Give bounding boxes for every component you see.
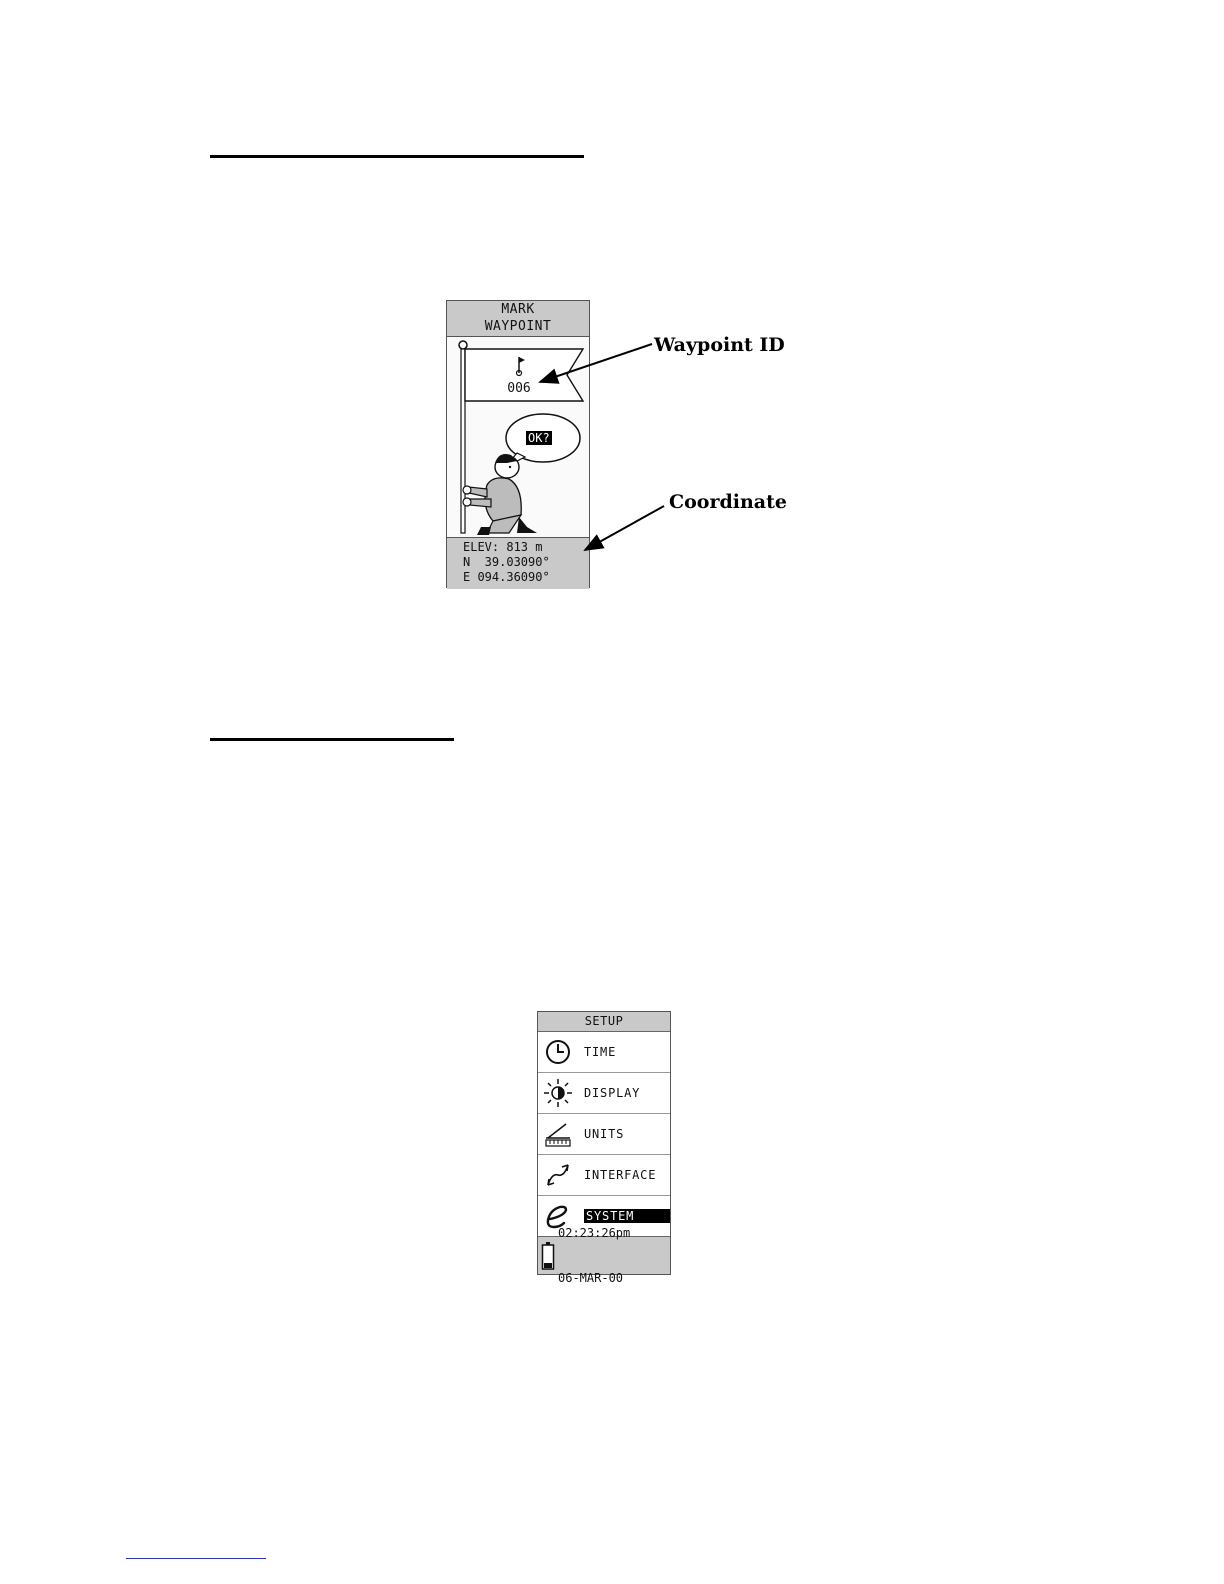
setup-item-label: DISPLAY bbox=[584, 1086, 641, 1100]
header-line-2: WAYPOINT bbox=[484, 319, 552, 334]
setup-header: SETUP bbox=[538, 1012, 670, 1032]
clock-time: 02:23:26pm bbox=[558, 1225, 631, 1240]
longitude-readout: E 094.36090° bbox=[463, 570, 550, 584]
man-figure bbox=[463, 454, 537, 535]
interface-arrows-icon bbox=[542, 1159, 574, 1191]
mark-waypoint-screen bbox=[446, 300, 590, 588]
flag-man-illustration bbox=[447, 337, 591, 537]
clock-icon bbox=[542, 1036, 574, 1068]
setup-item-label: INTERFACE bbox=[584, 1168, 657, 1182]
setup-item-time[interactable] bbox=[538, 1032, 670, 1073]
sun-icon bbox=[542, 1077, 574, 1109]
setup-item-display[interactable] bbox=[538, 1073, 670, 1114]
section-underline-1 bbox=[210, 155, 584, 158]
coordinate-panel bbox=[447, 537, 589, 589]
ok-confirm-button[interactable]: OK? bbox=[528, 431, 550, 445]
elevation-readout: ELEV: 813 m bbox=[463, 540, 543, 554]
header-line-1: MARK bbox=[501, 302, 535, 317]
setup-item-label: TIME bbox=[584, 1045, 617, 1059]
battery-icon bbox=[541, 1241, 555, 1271]
latitude-readout: N 39.03090° bbox=[463, 555, 550, 569]
coordinate-callout: Coordinate bbox=[669, 491, 787, 513]
waypoint-id-callout: Waypoint ID bbox=[654, 334, 785, 356]
setup-screen bbox=[537, 1011, 671, 1285]
clock-date: 06-MAR-00 bbox=[558, 1270, 624, 1285]
mark-waypoint-header bbox=[447, 301, 589, 337]
ruler-icon bbox=[542, 1118, 574, 1150]
footnote-rule bbox=[126, 1558, 266, 1559]
coordinate-arrow bbox=[585, 506, 664, 550]
section-underline-2 bbox=[210, 738, 454, 741]
setup-item-label: UNITS bbox=[584, 1127, 625, 1141]
setup-status-bar bbox=[538, 1225, 670, 1285]
waypoint-id-value: 006 bbox=[507, 381, 531, 396]
setup-item-interface[interactable] bbox=[538, 1155, 670, 1196]
setup-item-units[interactable] bbox=[538, 1114, 670, 1155]
setup-item-label: SYSTEM bbox=[584, 1209, 670, 1223]
